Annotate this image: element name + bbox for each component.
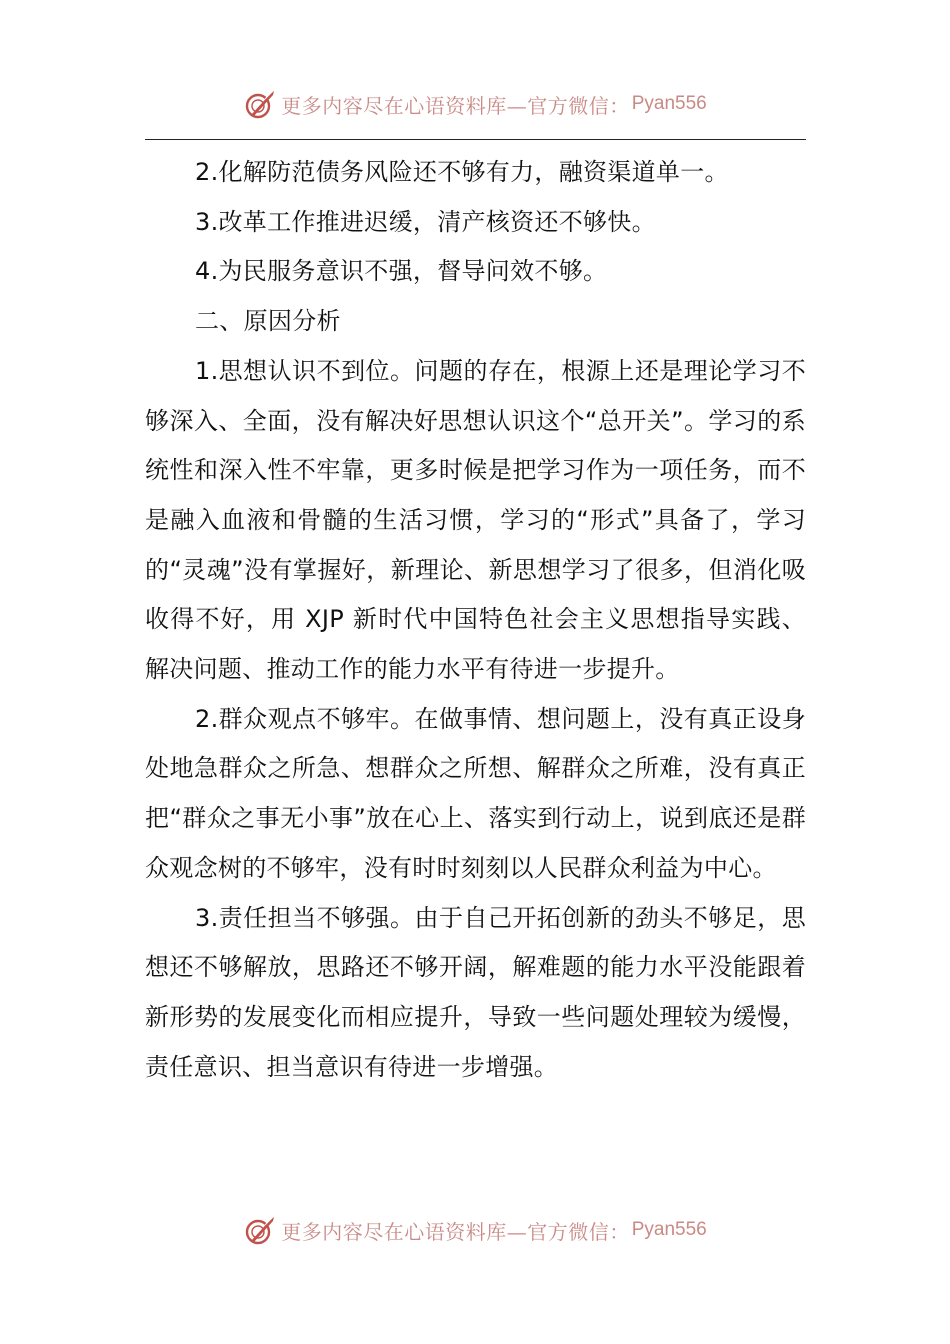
list-item-service: 4.为民服务意识不强，督导问效不够。 (195, 257, 608, 286)
watermark-handle: Pyan556 (631, 93, 707, 114)
watermark-handle: Pyan556 (631, 1219, 707, 1240)
quill-logo-icon (243, 1213, 277, 1247)
header-watermark (0, 84, 950, 124)
watermark-text: 更多内容尽在心语资料库—官方微信： (281, 93, 630, 118)
paragraph-mass-viewpoint: 2.群众观点不够牢。在做事情、想问题上，没有真正设身处地急群众之所急、想群众之所想、解群众之所难，没有真正把“群众之事无小事”放在心上、落实到行动上，说到底还是群众观念树的不够牢，没有时时刻刻以人民群众利益为中心。 (145, 704, 806, 882)
paragraph-ideology: 1.思想认识不到位。问题的存在，根源上还是理论学习不够深入、全面，没有解决好思想认识这个“总开关”。学习的系统性和深入性不牢靠，更多时候是把学习作为一项任务，而不是融入血液和骨髓的生活习惯，学习的“形式”具备了，学习的“灵魂”没有掌握好，新理论、新思想学习了很多，但消化吸收得不好，用 XJP 新时代中国特色社会主义思想指导实践、解决问题、推动工作的能力水平有待进一步提升。 (145, 356, 806, 684)
quill-logo-icon (243, 87, 277, 121)
section-heading-cause-analysis: 二、原因分析 (195, 307, 341, 336)
list-item-reform: 3.改革工作推进迟缓，清产核资还不够快。 (195, 207, 656, 236)
paragraph-responsibility: 3.责任担当不够强。由于自己开拓创新的劲头不够足，思想还不够解放，思路还不够开阔，解难题的能力水平没能跟着新形势的发展变化而相应提升，导致一些问题处理较为缓慢，责任意识、担当意识有待进一步增强。 (145, 903, 806, 1081)
footer-watermark (0, 1210, 950, 1250)
watermark-text: 更多内容尽在心语资料库—官方微信： (281, 1219, 630, 1244)
document-body (145, 148, 806, 1092)
header-divider (145, 139, 806, 140)
list-item-debt-risk: 2.化解防范债务风险还不够有力，融资渠道单一。 (195, 158, 729, 186)
